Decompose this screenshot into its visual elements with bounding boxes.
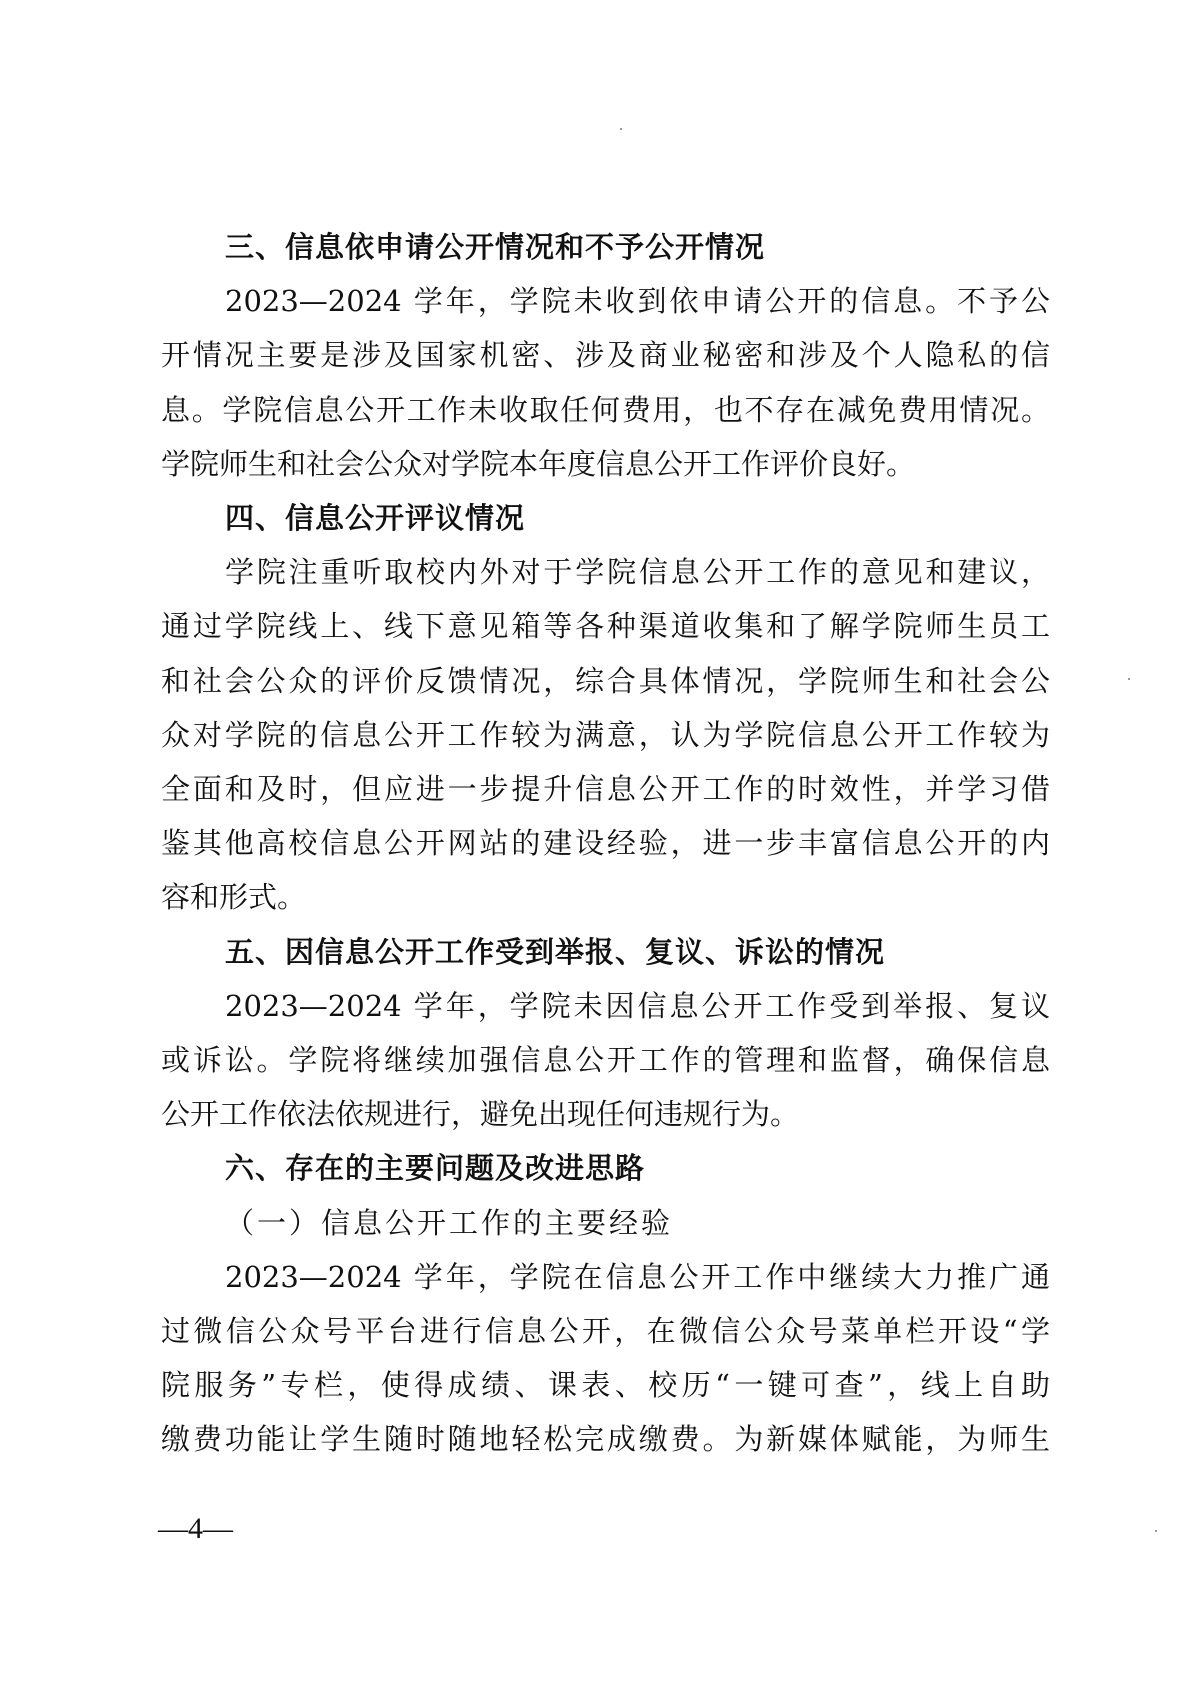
- paragraph-line: 全面和及时，但应进一步提升信息公开工作的时效性，并学习借: [161, 772, 1050, 806]
- paragraph-line: 开情况主要是涉及国家机密、涉及商业秘密和涉及个人隐私的信: [161, 338, 1050, 373]
- paragraph-line: 鉴其他高校信息公开网站的建设经验，进一步丰富信息公开的内: [161, 826, 1050, 861]
- paragraph-line: 和社会公众的评价反馈情况，综合具体情况，学院师生和社会公: [161, 663, 1050, 698]
- paragraph-line: 2023—2024 学年，学院在信息公开工作中继续大力推广通: [225, 1259, 1050, 1294]
- paragraph-line: 息。学院信息公开工作未收取任何费用，也不存在减免费用情况。: [161, 392, 1050, 427]
- paragraph-line: 或诉讼。学院将继续加强信息公开工作的管理和监督，确保信息: [161, 1043, 1050, 1077]
- section-heading: 五、因信息公开工作受到举报、复议、诉讼的情况: [225, 934, 886, 969]
- paragraph-line: 公开工作依法依规进行，避免出现任何违规行为。: [161, 1097, 800, 1132]
- paragraph-line: 众对学院的信息公开工作较为满意，认为学院信息公开工作较为: [161, 717, 1050, 752]
- paragraph-line: 缴费功能让学生随时随地轻松完成缴费。为新媒体赋能，为师生: [161, 1422, 1050, 1457]
- paragraph-line: 过微信公众号平台进行信息公开，在微信公众号菜单栏开设“学: [161, 1314, 1050, 1348]
- page-number: —4—: [158, 1512, 233, 1545]
- paragraph-line: 学院师生和社会公众对学院本年度信息公开工作评价良好。: [161, 446, 916, 481]
- subsection-heading: （一）信息公开工作的主要经验: [225, 1205, 674, 1240]
- scan-speck: [1155, 1530, 1157, 1532]
- paragraph-line: 容和形式。: [161, 880, 307, 915]
- paragraph-line: 院服务”专栏，使得成绩、课表、校历“一键可查”，线上自助: [161, 1368, 1050, 1403]
- paragraph-line: 学院注重听取校内外对于学院信息公开工作的意见和建议，: [225, 555, 1050, 590]
- scan-speck: [1128, 678, 1130, 680]
- paragraph-line: 通过学院线上、线下意见箱等各种渠道收集和了解学院师生员工: [161, 609, 1050, 644]
- scan-speck: [620, 128, 622, 130]
- section-heading: 六、存在的主要问题及改进思路: [225, 1151, 646, 1186]
- paragraph-line: 2023—2024 学年，学院未收到依申请公开的信息。不予公: [225, 284, 1050, 319]
- section-heading: 三、信息依申请公开情况和不予公开情况: [225, 230, 766, 264]
- section-heading: 四、信息公开评议情况: [225, 501, 526, 535]
- paragraph-line: 2023—2024 学年，学院未因信息公开工作受到举报、复议: [225, 988, 1050, 1023]
